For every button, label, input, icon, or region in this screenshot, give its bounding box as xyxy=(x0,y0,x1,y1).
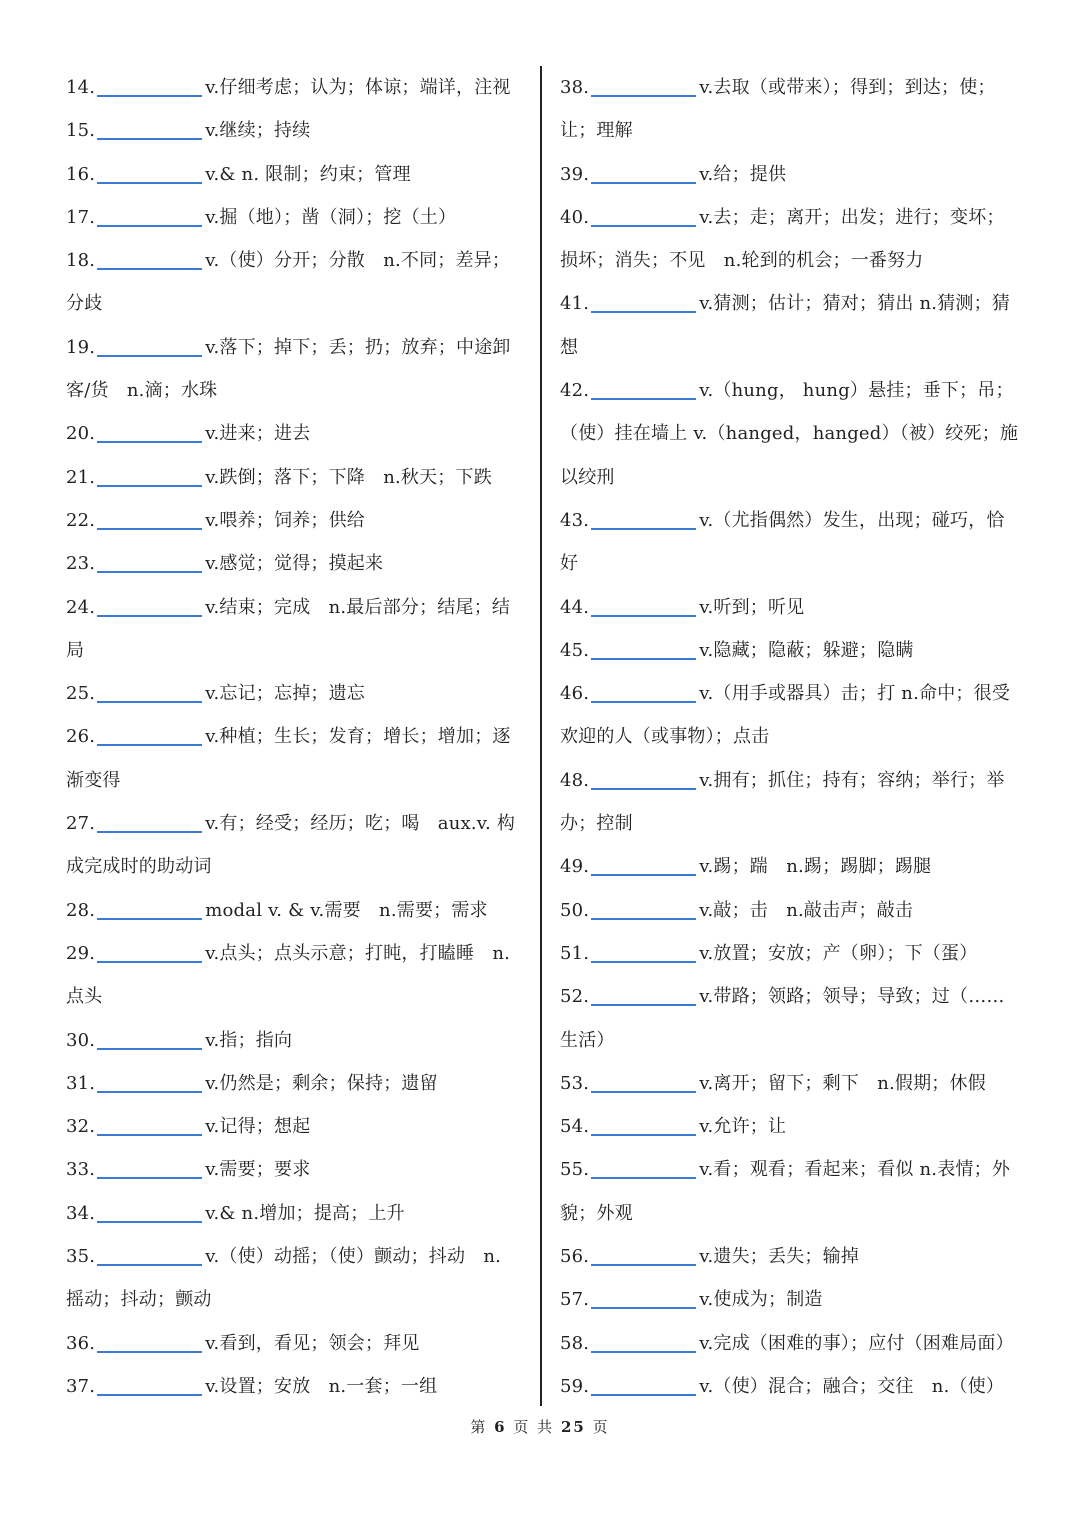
footer-middle: 页 共 xyxy=(513,1418,555,1436)
vocab-entry xyxy=(560,499,1022,542)
entry-number: 22. xyxy=(66,509,96,531)
entry-definition: v.指；指向 xyxy=(205,1029,293,1051)
vocab-entry xyxy=(560,196,1022,239)
answer-blank[interactable] xyxy=(591,508,696,530)
footer-prefix: 第 xyxy=(470,1418,488,1436)
vocab-entry xyxy=(66,456,526,499)
entry-definition: v.隐藏；隐蔽；躲避；隐瞒 xyxy=(699,639,914,661)
answer-blank[interactable] xyxy=(97,118,202,140)
entry-number: 41. xyxy=(560,293,590,315)
vocab-entry xyxy=(560,1062,1022,1105)
vocab-entry-continuation xyxy=(560,239,1022,282)
vocab-entry xyxy=(560,932,1022,975)
entry-definition: 生活） xyxy=(560,1029,615,1051)
vocab-entry-continuation xyxy=(66,629,526,672)
entry-definition: v.感觉；觉得；摸起来 xyxy=(205,553,384,575)
entry-definition: v.（用手或器具）击；打 n.命中；很受 xyxy=(699,683,1011,705)
entry-definition: 想 xyxy=(560,336,579,358)
entry-number: 51. xyxy=(560,942,590,964)
entry-definition: v.& n. 限制；约束；管理 xyxy=(205,163,411,185)
vocab-entry-continuation xyxy=(560,109,1022,152)
entry-number: 17. xyxy=(66,206,96,228)
vocab-entry xyxy=(560,629,1022,672)
entry-definition: v.记得；想起 xyxy=(205,1116,311,1138)
column-divider xyxy=(540,66,542,1406)
vocab-entry xyxy=(560,1235,1022,1278)
answer-blank[interactable] xyxy=(97,811,202,833)
entry-number: 39. xyxy=(560,163,590,185)
entry-definition: v.去；走；离开；出发；进行；变坏； xyxy=(699,206,1005,228)
entry-definition: v.遗失；丢失；输掉 xyxy=(699,1246,859,1268)
vocab-entry xyxy=(66,239,526,282)
vocab-entry xyxy=(560,672,1022,715)
answer-blank[interactable] xyxy=(97,465,202,487)
answer-blank[interactable] xyxy=(97,724,202,746)
vocab-entry-continuation xyxy=(66,282,526,325)
entry-number: 21. xyxy=(66,466,96,488)
entry-number: 24. xyxy=(66,596,96,618)
answer-blank[interactable] xyxy=(97,681,202,703)
entry-number: 42. xyxy=(560,380,590,402)
footer-total-pages: 25 xyxy=(560,1418,586,1436)
vocab-entry-continuation xyxy=(560,542,1022,585)
entry-definition: v.带路；领路；领导；导致；过（…… xyxy=(699,986,1005,1008)
entry-definition: modal v. & v.需要 n.需要；需求 xyxy=(205,899,488,921)
vocab-entry-continuation xyxy=(66,759,526,802)
entry-definition: v.放置；安放；产（卵）；下（蛋） xyxy=(699,942,978,964)
answer-blank[interactable] xyxy=(591,1114,696,1136)
answer-blank[interactable] xyxy=(591,595,696,617)
entry-definition: 貌；外观 xyxy=(560,1202,633,1224)
entry-number: 29. xyxy=(66,942,96,964)
vocab-entry xyxy=(560,1278,1022,1321)
entry-number: 30. xyxy=(66,1029,96,1051)
entry-definition: （使）挂在墙上 v.（hanged，hanged）（被）绞死；施 xyxy=(560,423,1019,445)
vocab-entry xyxy=(66,802,526,845)
vocab-entry xyxy=(66,542,526,585)
answer-blank[interactable] xyxy=(97,508,202,530)
entry-number: 20. xyxy=(66,423,96,445)
vocab-entry xyxy=(560,586,1022,629)
answer-blank[interactable] xyxy=(591,75,696,97)
entry-definition: v.仔细考虑；认为；体谅；端详，注视 xyxy=(205,77,511,98)
answer-blank[interactable] xyxy=(97,1244,202,1266)
answer-blank[interactable] xyxy=(591,205,696,227)
vocab-entry xyxy=(560,889,1022,932)
entry-number: 38. xyxy=(560,77,590,98)
entry-definition: v.进来；进去 xyxy=(205,423,311,445)
entry-definition: v.设置；安放 n.一套；一组 xyxy=(205,1375,438,1397)
answer-blank[interactable] xyxy=(591,854,696,876)
answer-blank[interactable] xyxy=(97,1028,202,1050)
entry-definition: v.忘记；忘掉；遗忘 xyxy=(205,683,365,705)
entry-definition: 点头 xyxy=(66,986,103,1008)
entry-definition: v.敲；击 n.敲击声；敲击 xyxy=(699,899,914,921)
entry-number: 32. xyxy=(66,1116,96,1138)
entry-number: 18. xyxy=(66,250,96,272)
entry-definition: v.喂养；饲养；供给 xyxy=(205,509,365,531)
entry-definition: v.去取（或带来）；得到；到达；使； xyxy=(699,77,996,98)
vocab-entry xyxy=(66,326,526,369)
vocab-entry xyxy=(66,499,526,542)
answer-blank[interactable] xyxy=(97,1157,202,1179)
vocab-entry xyxy=(66,412,526,455)
answer-blank[interactable] xyxy=(97,595,202,617)
answer-blank[interactable] xyxy=(591,1374,696,1396)
entry-number: 52. xyxy=(560,986,590,1008)
answer-blank[interactable] xyxy=(97,1114,202,1136)
entry-definition: 办；控制 xyxy=(560,813,633,835)
entry-definition: 以绞刑 xyxy=(560,466,615,488)
vocab-entry xyxy=(66,586,526,629)
entry-number: 34. xyxy=(66,1202,96,1224)
entry-definition: v.跌倒；落下；下降 n.秋天；下跌 xyxy=(205,466,492,488)
vocab-entry xyxy=(66,1322,526,1365)
vocab-entry xyxy=(66,672,526,715)
vocab-entry xyxy=(66,932,526,975)
footer-suffix: 页 xyxy=(592,1418,610,1436)
entry-definition: 分歧 xyxy=(66,293,103,315)
entry-number: 58. xyxy=(560,1332,590,1354)
vocab-entry-continuation xyxy=(66,1278,526,1321)
vocab-entry xyxy=(66,153,526,196)
vocab-entry-continuation xyxy=(560,326,1022,369)
entry-definition: 损坏；消失；不见 n.轮到的机会；一番努力 xyxy=(560,250,924,272)
entry-definition: 客/货 n.滴；水珠 xyxy=(66,380,218,402)
entry-definition: v.有；经受；经历；吃；喝 aux.v. 构 xyxy=(205,813,516,835)
vocab-entry-continuation xyxy=(66,369,526,412)
entry-definition: v.离开；留下；剩下 n.假期；休假 xyxy=(699,1072,986,1094)
vocab-entry xyxy=(66,66,526,109)
entry-number: 43. xyxy=(560,509,590,531)
answer-blank[interactable] xyxy=(97,421,202,443)
vocab-entry xyxy=(66,889,526,932)
vocab-entry xyxy=(66,109,526,152)
entry-definition: v.完成（困难的事）；应付（困难局面） xyxy=(699,1332,1014,1354)
vocab-entry-continuation xyxy=(560,456,1022,499)
vocab-entry xyxy=(560,845,1022,888)
answer-blank[interactable] xyxy=(591,681,696,703)
entry-number: 44. xyxy=(560,596,590,618)
entry-number: 45. xyxy=(560,639,590,661)
entry-number: 48. xyxy=(560,769,590,791)
vocab-entry xyxy=(66,196,526,239)
answer-blank[interactable] xyxy=(97,162,202,184)
entry-number: 59. xyxy=(560,1375,590,1397)
entry-definition: 局 xyxy=(66,639,85,661)
entry-definition: v.（使）混合；融合；交往 n.（使） xyxy=(699,1375,1005,1397)
entry-number: 50. xyxy=(560,899,590,921)
vocab-entry xyxy=(560,66,1022,109)
entry-definition: v.看；观看；看起来；看似 n.表情；外 xyxy=(699,1159,1011,1181)
answer-blank[interactable] xyxy=(591,1331,696,1353)
vocab-entry xyxy=(66,1105,526,1148)
answer-blank[interactable] xyxy=(591,638,696,660)
entry-definition: v.点头；点头示意；打盹，打瞌睡 n. xyxy=(205,942,511,964)
answer-blank[interactable] xyxy=(97,551,202,573)
answer-blank[interactable] xyxy=(97,205,202,227)
entry-definition: v.种植；生长；发育；增长；增加；逐 xyxy=(205,726,511,748)
entry-definition: v.允许；让 xyxy=(699,1116,787,1138)
entry-definition: v.仍然是；剩余；保持；遗留 xyxy=(205,1072,438,1094)
entry-number: 49. xyxy=(560,856,590,878)
answer-blank[interactable] xyxy=(97,248,202,270)
vocab-entry-continuation xyxy=(66,975,526,1018)
entry-number: 40. xyxy=(560,206,590,228)
vocab-entry-continuation xyxy=(560,412,1022,455)
entry-definition: 好 xyxy=(560,553,579,575)
entry-definition: v.给；提供 xyxy=(699,163,787,185)
entry-definition: v.猜测；估计；猜对；猜出 n.猜测；猜 xyxy=(699,293,1011,315)
entry-definition: 摇动；抖动；颤动 xyxy=(66,1289,212,1311)
answer-blank[interactable] xyxy=(97,335,202,357)
vocab-entry xyxy=(560,1148,1022,1191)
vocab-entry xyxy=(560,1105,1022,1148)
vocab-entry xyxy=(560,975,1022,1018)
page-footer xyxy=(0,1416,1080,1437)
vocab-entry xyxy=(66,1148,526,1191)
entry-definition: v.（尤指偶然）发生，出现；碰巧，恰 xyxy=(699,509,1005,531)
entry-definition: v.拥有；抓住；持有；容纳；举行；举 xyxy=(699,769,1005,791)
entry-definition: 让；理解 xyxy=(560,120,633,142)
answer-blank[interactable] xyxy=(97,1071,202,1093)
entry-definition: 成完成时的助动词 xyxy=(66,856,212,878)
entry-definition: 欢迎的人（或事物）；点击 xyxy=(560,726,770,748)
answer-blank[interactable] xyxy=(591,378,696,400)
answer-blank[interactable] xyxy=(591,1157,696,1179)
entry-number: 25. xyxy=(66,683,96,705)
answer-blank[interactable] xyxy=(591,984,696,1006)
entry-number: 33. xyxy=(66,1159,96,1181)
entry-number: 19. xyxy=(66,336,96,358)
answer-blank[interactable] xyxy=(97,941,202,963)
answer-blank[interactable] xyxy=(97,898,202,920)
answer-blank[interactable] xyxy=(97,1374,202,1396)
vocab-entry-continuation xyxy=(560,715,1022,758)
entry-definition: 渐变得 xyxy=(66,769,121,791)
vocab-entry xyxy=(66,715,526,758)
entry-number: 31. xyxy=(66,1072,96,1094)
vocab-entry-continuation xyxy=(66,845,526,888)
entry-number: 14. xyxy=(66,77,96,98)
entry-number: 46. xyxy=(560,683,590,705)
entry-number: 54. xyxy=(560,1116,590,1138)
entry-number: 57. xyxy=(560,1289,590,1311)
entry-number: 27. xyxy=(66,813,96,835)
entry-number: 23. xyxy=(66,553,96,575)
answer-blank[interactable] xyxy=(591,291,696,313)
entry-number: 35. xyxy=(66,1246,96,1268)
entry-definition: v.& n.增加；提高；上升 xyxy=(205,1202,405,1224)
vocab-entry xyxy=(66,1062,526,1105)
entry-number: 56. xyxy=(560,1246,590,1268)
entry-definition: v.落下；掉下；丢；扔；放弃；中途卸 xyxy=(205,336,511,358)
entry-number: 16. xyxy=(66,163,96,185)
entry-definition: v.（hung， hung）悬挂；垂下；吊； xyxy=(699,380,1014,402)
answer-blank[interactable] xyxy=(591,768,696,790)
entry-definition: v.掘（地）；凿（洞）；挖（土） xyxy=(205,206,457,228)
vocab-entry xyxy=(560,1365,1022,1408)
answer-blank[interactable] xyxy=(591,1244,696,1266)
answer-blank[interactable] xyxy=(591,898,696,920)
vocab-entry-continuation xyxy=(560,802,1022,845)
vocab-entry xyxy=(66,1019,526,1062)
vocab-entry xyxy=(560,282,1022,325)
answer-blank[interactable] xyxy=(591,1071,696,1093)
answer-blank[interactable] xyxy=(97,75,202,97)
vocab-entry xyxy=(560,759,1022,802)
entry-definition: v.听到；听见 xyxy=(699,596,805,618)
entry-number: 15. xyxy=(66,120,96,142)
entry-definition: v.结束；完成 n.最后部分；结尾；结 xyxy=(205,596,511,618)
entry-definition: v.（使）动摇；（使）颤动；抖动 n. xyxy=(205,1246,502,1268)
entry-definition: v.踢；踹 n.踢；踢脚；踢腿 xyxy=(699,856,932,878)
vocab-entry xyxy=(66,1192,526,1235)
footer-page-number: 6 xyxy=(494,1418,507,1436)
vocab-entry xyxy=(66,1235,526,1278)
vocab-entry-continuation xyxy=(560,1019,1022,1062)
answer-blank[interactable] xyxy=(591,941,696,963)
entry-definition: v.看到，看见；领会；拜见 xyxy=(205,1332,420,1354)
entry-number: 55. xyxy=(560,1159,590,1181)
entry-number: 26. xyxy=(66,726,96,748)
entry-definition: v.（使）分开；分散 n.不同；差异； xyxy=(205,250,511,272)
answer-blank[interactable] xyxy=(97,1331,202,1353)
vocab-entry-continuation xyxy=(560,1192,1022,1235)
answer-blank[interactable] xyxy=(591,1287,696,1309)
entry-number: 36. xyxy=(66,1332,96,1354)
entry-number: 53. xyxy=(560,1072,590,1094)
vocab-entry xyxy=(560,153,1022,196)
answer-blank[interactable] xyxy=(97,1201,202,1223)
answer-blank[interactable] xyxy=(591,162,696,184)
left-column xyxy=(66,66,526,1408)
vocab-entry xyxy=(66,1365,526,1408)
entry-definition: v.需要；要求 xyxy=(205,1159,311,1181)
entry-definition: v.继续；持续 xyxy=(205,120,311,142)
vocab-entry xyxy=(560,369,1022,412)
entry-number: 28. xyxy=(66,899,96,921)
entry-number: 37. xyxy=(66,1375,96,1397)
vocab-entry xyxy=(560,1322,1022,1365)
right-column xyxy=(560,66,1022,1408)
entry-definition: v.使成为；制造 xyxy=(699,1289,823,1311)
